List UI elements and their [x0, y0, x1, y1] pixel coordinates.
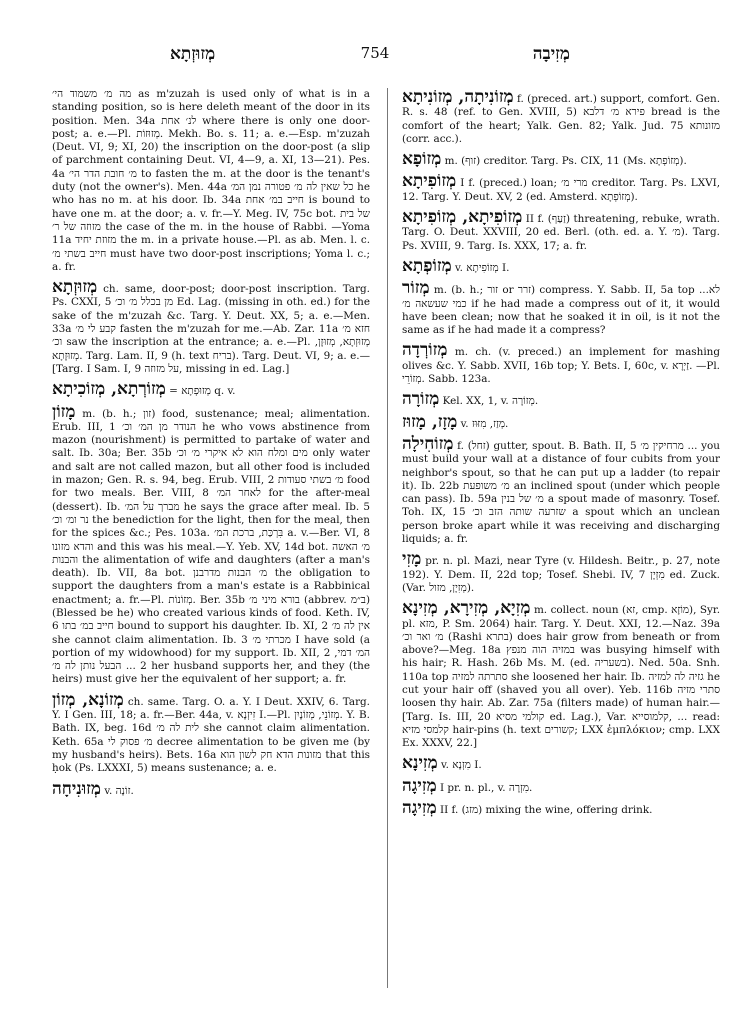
- dictionary-entry: [402, 150, 720, 168]
- right-column: [402, 88, 720, 988]
- entry-headword: מְזוֹפִיתָא: [402, 171, 457, 192]
- entry-text: ch. same, door-post; door-post inscription. Targ. Ps. CXXI, 5 מן בכלל מ׳ וכ׳ Ed. Lag. (missing in oth. ed.) for the sake of the m'zuzah &c. Targ. Y. Deut. XX, 5; a. e.—Men. 33a קבע לי מ׳ fasten the m'zuzah for me.—Ab. Zar. 11a חזא מ׳ וכ׳ saw the inscription at the entrance; a. e.—Pl. מְזוּזְתָא, מְזוּזָן, מְזוּזָתָא. Targ. Lam. II, 9 (h. text בריח). Targ. Deut. VI, 9; a. e.—[Targ. I Sam. I, 9 על מזוזה, missing in ed. Lag.]: [52, 283, 370, 375]
- dictionary-entry: [402, 390, 720, 408]
- dictionary-entry: [52, 278, 370, 376]
- entry-headword: מְזִינָא: [402, 753, 438, 774]
- entry-headword: מְזִיגָה: [402, 798, 437, 819]
- entry-headword: מְזוֹנָא, מְזוֹן: [52, 689, 124, 710]
- entry-text: v. מְזוֹפִיתָא I.: [455, 261, 510, 274]
- dictionary-entry: [52, 691, 370, 776]
- entry-text: m. ch. (v. preced.) an implement for mashing olives &c. Y. Sabb. XVII, 16b top; Y. Bets. I, 60c, v. זַיְרָא. —Pl. מְזוֹרֵי. Sabb. 123a.: [402, 346, 720, 386]
- entry-text: m. (b. h.; זון) food, sustenance; meal; alimentation. Erub. III, 1 הנודר מן המ׳ וכ׳ he who vows abstinence from mazon (nourishment) is permitted to partake of water and salt. Ib. 30a; Ber. 35b מים ומלח הוא לא איקרי מ׳ וכ׳ only water and salt are not called mazon, but all other food is included in mazon; Gen. R. s. 94, beg. Erub. VIII, 2 מ׳ בשתי סעודות food for two meals. Ber. VIII, 8 לאחר המ׳ for the after-meal (dessert). Ib. מברך על המ׳ he says the grace after meal. Ib. 5 נר ומ׳ וכ׳ the benediction for the light, then for the meal, then for the spices &c.; Pes. 103a. בִּרְכַּת, ברכת המ׳ a. v.—Ber. VI, 8 והדא מזונו and this was his meal.—Y. Yeb. XV, 14d bot. מ׳ האשה והבנות the alimentation of wife and daughters (after a man's death). Ib. VII, 8a bot. מ׳ הבנות מדרבנן the obligation to support the daughters from a man's estate is a Rabbinical enactment; a. fr.—Pl. מְזוֹנוֹת. Ber. 35b בורא מיני מ׳ (abbrev. ב״מ) (Blessed be he) who created various kinds of food. Keth. IV, 6 חייב במ׳ בתו bound to support his daughter. Ib. XI, 2 אין לה מ׳ she cannot claim alimentation. Ib. 3 מכרתי מ׳ I have sold (a portion of my widowhood) for my support. Ib. XII, 2 המ׳ דמי, 2 ... הבעל נותן לה מ׳ her husband supports her, and they (the heirs) must give her the equivalent of her support; a. fr.: [52, 407, 370, 686]
- entry-headword: מָזִי: [402, 549, 422, 570]
- dictionary-entry: [402, 799, 720, 817]
- entry-text: I pr. n. pl., v. מִזְרָה.: [439, 781, 533, 794]
- entry-text: II f. (מזג) mixing the wine, offering drink.: [439, 804, 653, 817]
- entry-headword: מְזוֹר: [402, 278, 430, 299]
- dictionary-entry: [402, 172, 720, 204]
- column-divider: [387, 88, 388, 988]
- running-head-left: מְזוּזְתָא: [170, 44, 216, 64]
- dictionary-entry: [52, 403, 370, 687]
- entry-headword: מְזוֹפִיתָא, מְזוֹפִיתָא: [402, 207, 523, 228]
- entry-headword: מְזוֹפְתָא: [402, 255, 452, 276]
- entry-text: v. מִזְנָא I.: [441, 759, 482, 772]
- entry-headword: מְזוֹחִילָה: [402, 433, 454, 454]
- entry-text: f. (preced. art.) support, comfort. Gen. R. s. 48 (ref. to Gen. XVIII, 5) פירא מ׳ דלבא bread is the comfort of the heart; Yalk. Gen. 82; Yalk. Jud. 75 מזונותא (corr. acc.).: [402, 93, 720, 145]
- entry-headword: מְזוֹנִיתָה, מְזוֹנִיתָא: [402, 88, 514, 107]
- dictionary-entry: [402, 435, 720, 546]
- entry-headword: מְזִיָא, מְזִירָא, מְזִינָא: [402, 598, 531, 619]
- dictionary-entry: [52, 88, 370, 274]
- entry-text: ch. same. Targ. O. a. Y. I Deut. XXIV, 6. Targ. Y. I Gen. III, 18; a. fr.—Ber. 44a, v. זִיזְנָא I.—Pl. מְזוֹנֵי, מְזוֹנָיִן. Y. B. Bath. IX, beg. 16d לית לה מ׳ she cannot claim alimentation. Keth. 65a מ׳ פסוק לי decree alimentation to be given me (by my husband's heirs). Bets. 16a מזונות הדא חק לשון הוא that this ḥok (Ps. LXXXI, 5) means sustenance; a. e.: [52, 695, 370, 775]
- dictionary-entry: [402, 208, 720, 253]
- entry-text: Kel. XX, 1, v. מְזוֹרָה.: [442, 395, 539, 408]
- dictionary-entry: [402, 754, 720, 772]
- dictionary-entry: [402, 777, 720, 795]
- entry-text: m. collect. noun (זא, cmp. מוֹזָא), Syr. pl. מזא, P. Sm. 2064) hair. Targ. Y. Deut. XXI, 12.—Naz. 39a מ׳ ואר וכ׳ (Rashi בתרא) does hair grow from beneath or from above?—Meg. 18a במזיה הוה מנפץ was busying himself with his hair; R. Hash. 26b Ms. M. (ed. בשעריה). Ned. 50a. Snh. 110a top סתרתה למזיה she loosened her hair. Ib. גזיה לה למזיה he cut your hair off (shaved you all over). Yeb. 116b סתרי מזיה loosen thy hair. Ab. Zar. 75a (filters made) of human hair.—[Targ. Is. III, 20 קולמי מסיא ed. Lag.), Var. קלמוסייא, ... read: קלמסי מזיא hair-pins (h. text קשורים; LXX ἐμπλόκιον; cmp. LXX Ex. XXXV, 22.]: [402, 604, 720, 750]
- running-head-right: מְזִיבָה: [532, 44, 570, 64]
- entry-text: f. (זחל) gutter, spout. B. Bath. II, 5 מרחיקין מ׳ ... you must build your wall at a distance of four cubits from your neighbor's spout, so that he can put up a ladder (to repair it). Ib. 22b מ׳ משופעת an inclined spout (under which people can pass). Ib. 59a מ׳ של בנין a spout made of masonry. Tosef. Toh. IX, 15 שזרעה שותה הזב וכ׳ a spout which an unclean person broke apart while it was receiving and discharging liquids; a. fr.: [402, 439, 720, 546]
- entry-headword: מָזָז, מָזוּז: [402, 411, 458, 432]
- dictionary-entry: [402, 599, 720, 750]
- entry-text: מה מ׳ משמוד הי׳ as m'zuzah is used only of what is in a standing position, so is here deleth meant of the door in its position. Men. 34a לנ׳ אחת where there is only one door-post; a. e.—Pl. מְזוּזוֹת. Mekh. Bo. s. 11; a. e.—Esp. m'zuzah (Deut. VI, 9; XI, 20) the inscription on the door-post (a slip of parchment containing Deut. VI, 4—9, a. XI, 13—21). Pes. 4a מ׳ חובת הדר הי׳ to fasten the m. at the door is the tenant's duty (not the owner's). Men. 44a כל שאין לה מ׳ פטורה נמן המ׳ he who has no m. at his door. Ib. 34a חייב במ׳ אחת is bound to have one m. at the door; a. v. fr.—Y. Meg. IV, 75c bot. של בית מזוזה של ר׳ the case of the m. in the house of Rabbi. —Yoma 11a מזוזת יחיד the m. in a private house.—Pl. as ab. Men. l. c. חייב בשתי מ׳ must have two door-post inscriptions; Yoma l. c.; a. fr.: [52, 88, 370, 273]
- page-header: [60, 44, 690, 74]
- entry-headword: מְזִיגָה: [402, 775, 437, 796]
- dictionary-entry: [402, 413, 720, 431]
- dictionary-entry: [52, 380, 370, 398]
- entry-headword: מָזוֹן: [52, 401, 76, 422]
- dictionary-entry: [52, 780, 370, 798]
- entry-headword: מְזוּנִיחָה: [52, 778, 101, 799]
- dictionary-entry: [402, 341, 720, 386]
- dictionary-entry: [402, 88, 720, 146]
- dictionary-columns: [52, 88, 720, 988]
- entry-text: v. מְזַז, מִזּוּז.: [460, 417, 509, 430]
- entry-text: II f. (זַעַף) threatening, rebuke, wrath. Targ. O. Deut. XXVIII, 20 ed. Berl. (oth. ed. a. Y. מ׳). Targ. Ps. XVIII, 9. Targ. Is. XXX, 17; a. fr.: [402, 213, 720, 252]
- entry-headword: מְזוּזְתָא: [52, 277, 98, 298]
- entry-text: v. זוֹנָה.: [104, 784, 134, 797]
- dictionary-entry: [402, 257, 720, 275]
- dictionary-entry: [402, 550, 720, 595]
- entry-text: pr. n. pl. Mazi, near Tyre (v. Hildesh. Beitr., p. 27, note 192). Y. Dem. II, 22d top; Tosef. Shebi. IV, 7 מִזְיָן ed. Zuck. (Var. מְזִיָן, מזול).: [402, 555, 720, 594]
- entry-headword: מְזוֹרְדָה: [402, 340, 448, 361]
- entry-headword: מְזוֹרְתָא, מְזוֹכִיתָא: [52, 379, 166, 400]
- entry-text: m. (b. h.; זור or זרר) compress. Y. Sabb. II, 5a top ...לא כמי שעשאה מ׳ if he had made a compress out of it, it would have been clean; now that he soaked it in oil, is it not the same as if he had made it a compress?: [402, 284, 720, 337]
- entry-headword: מְזוֹפָא: [402, 149, 442, 170]
- left-column: [52, 88, 370, 988]
- dictionary-entry: [402, 279, 720, 337]
- entry-text: m. (זוף) creditor. Targ. Ps. CIX, 11 (Ms. מְזוֹפְתָא).: [444, 155, 687, 168]
- entry-text: = מְזוּפְתָא q. v.: [169, 385, 236, 398]
- page-number: 754: [360, 44, 390, 62]
- entry-text: I f. (preced.) loan; מרי מ׳ creditor. Targ. Ps. LXVI, 12. Targ. Y. Deut. XV, 2 (ed. Amsterd. מְזוֹפְתָא).: [402, 177, 720, 203]
- entry-headword: מְזוֹרָה: [402, 389, 440, 410]
